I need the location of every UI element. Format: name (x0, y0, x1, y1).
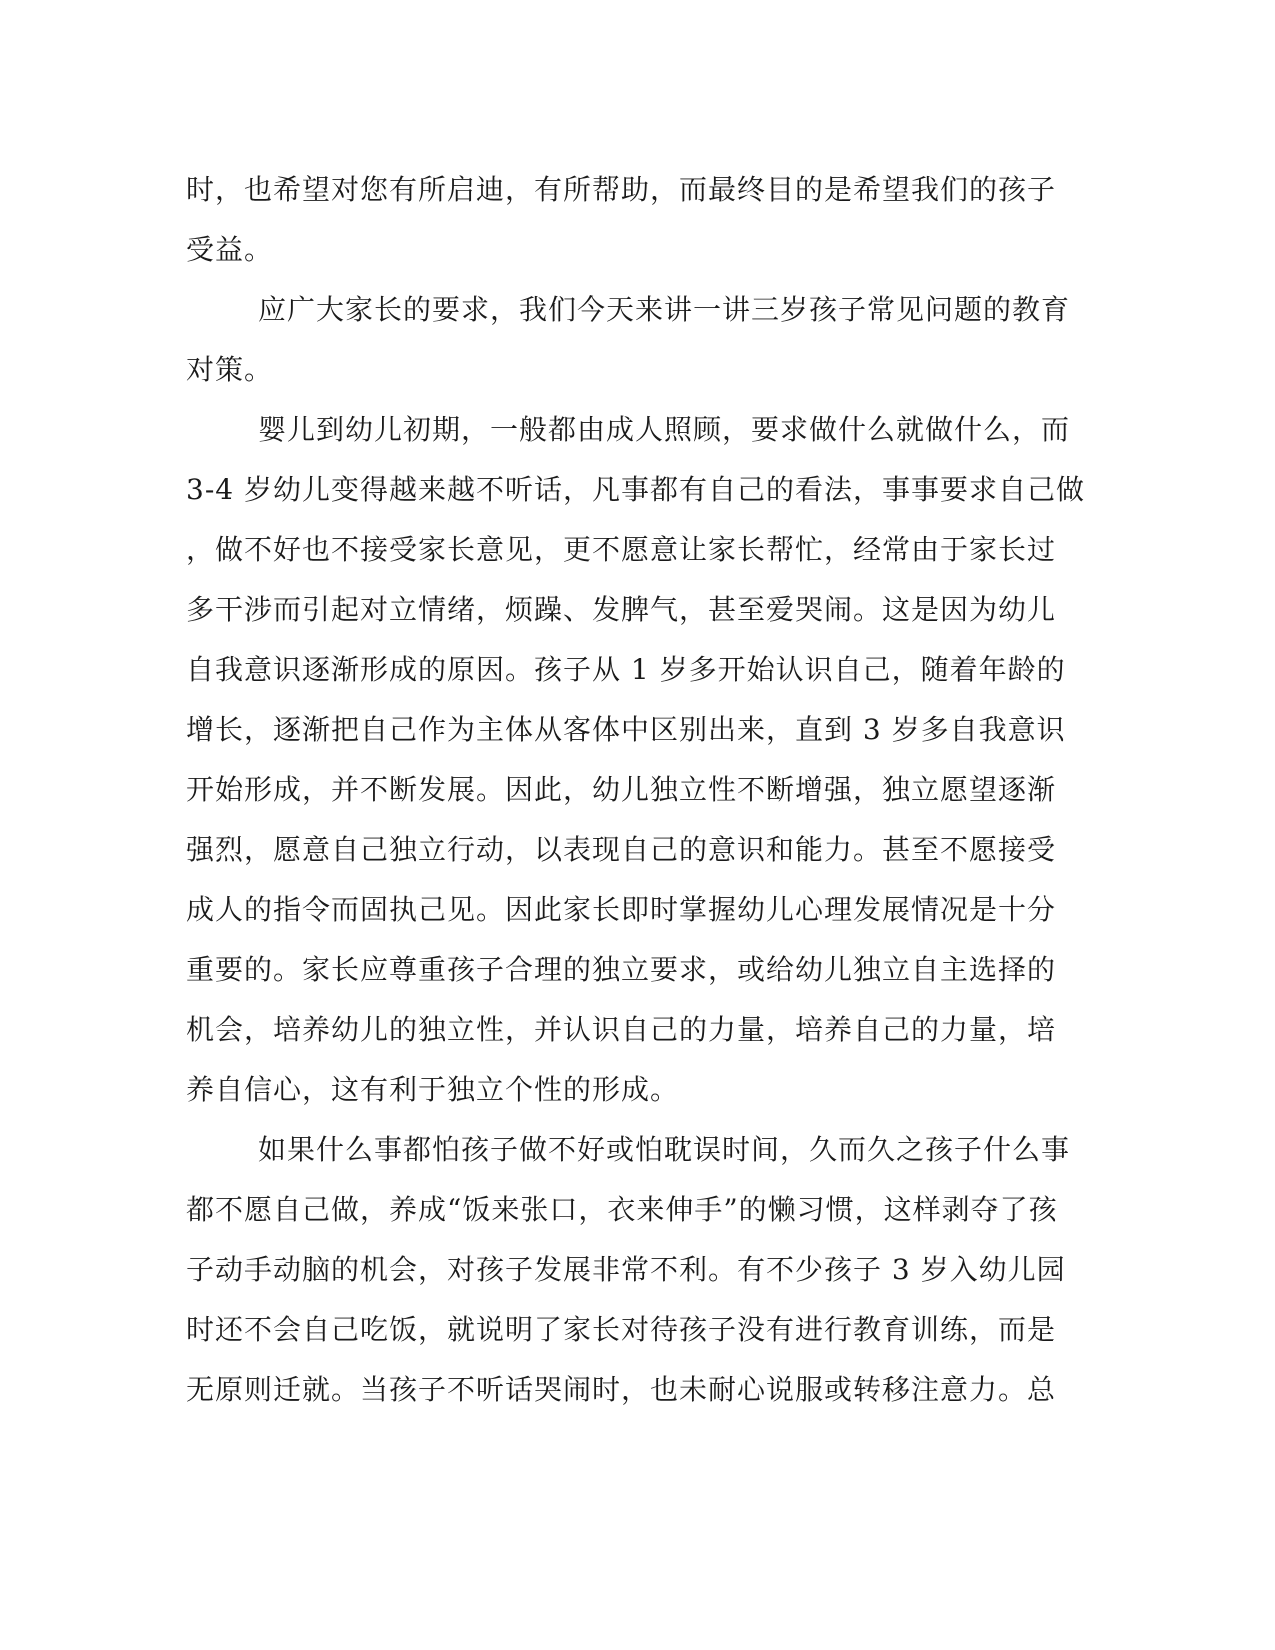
text-line: 对策。 (186, 353, 274, 386)
text-line: 都不愿自己做，养成“饭来张口，衣来伸手”的懒习惯，这样剥夺了孩 (186, 1193, 1058, 1226)
text-line: 子动手动脑的机会，对孩子发展非常不利。有不少孩子 3 岁入幼儿园 (186, 1253, 1066, 1286)
text-line: 多干涉而引起对立情绪，烦躁、发脾气，甚至爱哭闹。这是因为幼儿 (186, 593, 1057, 626)
text-line: 成人的指令而固执己见。因此家长即时掌握幼儿心理发展情况是十分 (186, 893, 1057, 926)
text-line: 开始形成，并不断发展。因此，幼儿独立性不断增强，独立愿望逐渐 (186, 773, 1057, 806)
text-line: 强烈，愿意自己独立行动，以表现自己的意识和能力。甚至不愿接受 (186, 833, 1057, 866)
paragraph-4 (186, 1120, 1071, 1420)
text-line: ，做不好也不接受家长意见，更不愿意让家长帮忙，经常由于家长过 (186, 533, 1057, 566)
text-line: 养自信心，这有利于独立个性的形成。 (186, 1073, 680, 1106)
text-line: 机会，培养幼儿的独立性，并认识自己的力量，培养自己的力量，培 (186, 1013, 1057, 1046)
paragraph-2 (186, 280, 1071, 400)
paragraph-1 (186, 160, 1066, 280)
text-line: 婴儿到幼儿初期，一般都由成人照顾，要求做什么就做什么，而 (258, 413, 1071, 446)
text-line: 自我意识逐渐形成的原因。孩子从 1 岁多开始认识自己，随着年龄的 (186, 653, 1066, 686)
text-line: 重要的。家长应尊重孩子合理的独立要求，或给幼儿独立自主选择的 (186, 953, 1057, 986)
document-body (186, 160, 1085, 1420)
text-line: 无原则迁就。当孩子不听话哭闹时，也未耐心说服或转移注意力。总 (186, 1373, 1057, 1406)
text-line: 增长，逐渐把自己作为主体从客体中区别出来，直到 3 岁多自我意识 (186, 713, 1066, 746)
text-line: 受益。 (186, 233, 274, 266)
text-line: 应广大家长的要求，我们今天来讲一讲三岁孩子常见问题的教育 (258, 293, 1071, 326)
text-line: 如果什么事都怕孩子做不好或怕耽误时间，久而久之孩子什么事 (258, 1133, 1071, 1166)
paragraph-3 (186, 400, 1085, 1120)
text-line: 3-4 岁幼儿变得越来越不听话，凡事都有自己的看法，事事要求自己做 (186, 473, 1085, 506)
text-line: 时，也希望对您有所启迪，有所帮助，而最终目的是希望我们的孩子 (186, 173, 1057, 206)
text-line: 时还不会自己吃饭，就说明了家长对待孩子没有进行教育训练，而是 (186, 1313, 1057, 1346)
